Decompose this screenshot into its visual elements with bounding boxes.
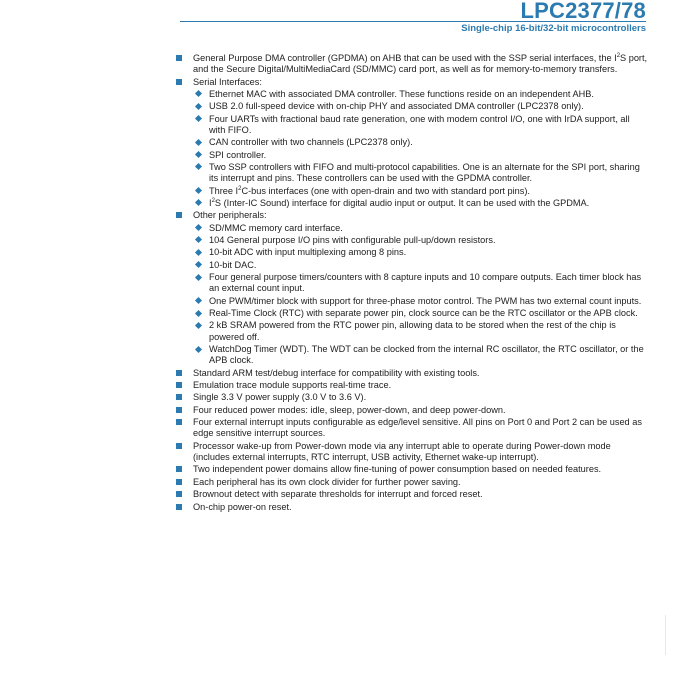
sub-feature-item [193, 198, 648, 209]
square-bullet-icon [176, 504, 182, 510]
diamond-bullet-icon [195, 274, 202, 281]
diamond-bullet-icon [195, 261, 202, 268]
sub-feature-item [193, 114, 648, 136]
square-bullet-icon [176, 466, 182, 472]
feature-item [176, 77, 648, 210]
sub-feature-text: Four UARTs with fractional baud rate generation, one with modem control I/O, one with IrDA support, all with FIFO. [209, 113, 630, 135]
feature-list-container [176, 53, 648, 514]
sub-feature-text: One PWM/timer block with support for three-phase motor control. The PWM has two external count inputs. [209, 295, 642, 306]
sub-feature-text: $I^2S$ (Inter-IC Sound) interface for digital audio input or output. It can be used with the GPDMA. [209, 197, 590, 208]
feature-list [176, 53, 648, 513]
sub-feature-text: SD/MMC memory card interface. [209, 222, 343, 233]
diamond-bullet-icon [195, 310, 202, 317]
sub-feature-text: WatchDog Timer (WDT). The WDT can be clocked from the internal RC oscillator, the RTC oscillator, or the APB clock. [209, 344, 644, 366]
square-bullet-icon [176, 382, 182, 388]
diamond-bullet-icon [195, 163, 202, 170]
feature-item [176, 502, 648, 513]
sub-feature-item [193, 272, 648, 294]
sub-feature-item [193, 296, 648, 307]
sub-feature-text: Two SSP controllers with FIFO and multi-protocol capabilities. One is an alternate for the SPI port, sharing its interrupt and pins. These controllers can be used with the GPDMA controller. [209, 161, 640, 184]
sub-feature-text: 2 kB SRAM powered from the RTC power pin, allowing data to be stored when the rest of the chip is powered off. [209, 320, 616, 342]
feature-text: Four external interrupt inputs configurable as edge/level sensitive. All pins on Port 0 and Port 2 can be used as edge sensitive interrupt sources. [193, 417, 642, 439]
sub-feature-text: 10-bit DAC. [209, 259, 257, 270]
page-edge-line [665, 615, 666, 655]
sub-feature-text: SPI controller. [209, 149, 267, 160]
feature-item [176, 392, 648, 403]
diamond-bullet-icon [195, 224, 202, 231]
feature-text: Single 3.3 V power supply (3.0 V to 3.6 V). [193, 392, 367, 403]
square-bullet-icon [176, 55, 182, 61]
diamond-bullet-icon [195, 322, 202, 329]
diamond-bullet-icon [195, 103, 202, 110]
sub-feature-text: 104 General purpose I/O pins with configurable pull-up/down resistors. [209, 234, 496, 245]
square-bullet-icon [176, 79, 182, 85]
sub-feature-text: USB 2.0 full-speed device with on-chip PHY and associated DMA controller (LPC2378 only). [209, 101, 584, 112]
diamond-bullet-icon [195, 187, 202, 194]
feature-text: Processor wake-up from Power-down mode via any interrupt able to operate during Power-down mode (includes external interrupts, RTC interrupt, USB activity, Ethernet wake-up interrupt). [193, 440, 611, 463]
feature-item [176, 210, 648, 366]
diamond-bullet-icon [195, 236, 202, 243]
feature-text: General Purpose DMA controller (GPDMA) on AHB that can be used with the SSP serial interfaces, the $I^2S$ port, and the Secure Digital/MultiMediaCard (SD/MMC) card port, as well as for memory-to-memory transfers. [193, 52, 648, 75]
sub-feature-item [193, 260, 648, 271]
feature-item [176, 417, 648, 439]
square-bullet-icon [176, 419, 182, 425]
sub-feature-item [193, 101, 648, 112]
sub-feature-list [193, 223, 648, 367]
feature-item [176, 477, 648, 488]
feature-item [176, 464, 648, 475]
feature-item [176, 53, 648, 75]
sub-feature-text: Real-Time Clock (RTC) with separate power pin, clock source can be the RTC oscillator or the APB clock. [209, 308, 638, 319]
diamond-bullet-icon [195, 139, 202, 146]
sub-feature-item [193, 223, 648, 234]
diamond-bullet-icon [195, 249, 202, 256]
sub-feature-item [193, 308, 648, 319]
sub-feature-item [193, 137, 648, 148]
sub-feature-item [193, 247, 648, 258]
sub-feature-item [193, 320, 648, 342]
feature-text: Four reduced power modes: idle, sleep, power-down, and deep power-down. [193, 404, 506, 415]
feature-text: On-chip power-on reset. [193, 501, 292, 512]
diamond-bullet-icon [195, 346, 202, 353]
feature-item [176, 368, 648, 379]
diamond-bullet-icon [195, 115, 202, 122]
feature-text: Serial Interfaces: [193, 76, 262, 87]
feature-text: Each peripheral has its own clock divider for further power saving. [193, 476, 461, 487]
square-bullet-icon [176, 370, 182, 376]
feature-item [176, 405, 648, 416]
feature-text: Two independent power domains allow fine-tuning of power consumption based on needed features. [193, 464, 602, 475]
feature-item [176, 489, 648, 500]
diamond-bullet-icon [195, 151, 202, 158]
feature-text: Brownout detect with separate thresholds for interrupt and forced reset. [193, 489, 483, 500]
feature-item [176, 380, 648, 391]
sub-feature-item [193, 186, 648, 197]
sub-feature-item [193, 235, 648, 246]
document-title: LPC2377/78 [520, 0, 646, 23]
square-bullet-icon [176, 443, 182, 449]
square-bullet-icon [176, 394, 182, 400]
sub-feature-item [193, 89, 648, 100]
sub-feature-list [193, 89, 648, 209]
feature-text: Standard ARM test/debug interface for compatibility with existing tools. [193, 367, 480, 378]
feature-text: Other peripherals: [193, 210, 267, 221]
feature-text: Emulation trace module supports real-time trace. [193, 380, 392, 391]
sub-feature-text: Ethernet MAC with associated DMA controller. These functions reside on an independent AHB. [209, 88, 594, 99]
square-bullet-icon [176, 491, 182, 497]
square-bullet-icon [176, 407, 182, 413]
sub-feature-text: 10-bit ADC with input multiplexing among 8 pins. [209, 247, 407, 258]
sub-feature-item [193, 150, 648, 161]
sub-feature-item [193, 344, 648, 366]
sub-feature-text: Four general purpose timers/counters with 8 capture inputs and 10 compare outputs. Each timer block has an external count input. [209, 272, 642, 294]
sub-feature-text: CAN controller with two channels (LPC2378 only). [209, 137, 413, 148]
feature-item [176, 441, 648, 463]
diamond-bullet-icon [195, 199, 202, 206]
square-bullet-icon [176, 212, 182, 218]
document-subtitle: Single-chip 16-bit/32-bit microcontrollers [461, 23, 646, 34]
diamond-bullet-icon [195, 90, 202, 97]
sub-feature-text: Three $I^2C$-bus interfaces (one with open-drain and two with standard port pins). [209, 185, 530, 196]
header-rule [180, 21, 646, 22]
square-bullet-icon [176, 479, 182, 485]
sub-feature-item [193, 162, 648, 184]
diamond-bullet-icon [195, 297, 202, 304]
